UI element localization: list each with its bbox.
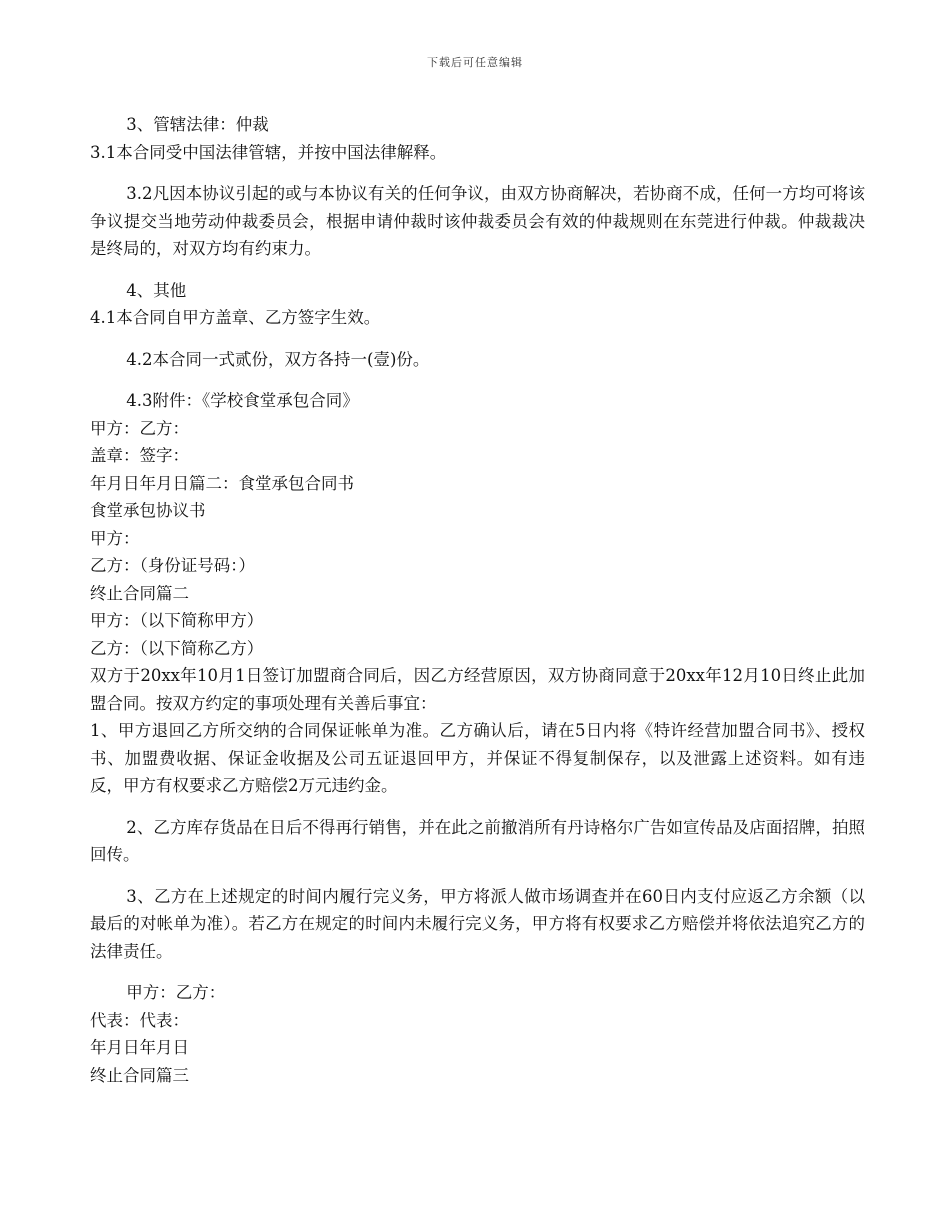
- termination-title-3: 终止合同篇三: [90, 1065, 189, 1085]
- party-line: 甲方：乙方：: [90, 418, 189, 438]
- termination-item-3: 3、乙方在上述规定的时间内履行完义务，甲方将派人做市场调查并在60日内支付应返乙方余额（以最后的对帐单为准）。若乙方在规定的时间内未履行完义务，甲方将有权要求乙方赔偿并将依法追究乙方的法律责任。: [90, 886, 865, 961]
- termination-intro: 双方于20xx年10月1日签订加盟商合同后，因乙方经营原因，双方协商同意于20xx年12月10日终止此加盟合同。按双方约定的事项处理有关善后事宜：: [90, 666, 865, 713]
- representative-line: 代表：代表：: [90, 1010, 189, 1030]
- party-b-short-line: 乙方：（以下简称乙方）: [90, 638, 264, 658]
- termination-title-2: 终止合同篇二: [90, 583, 189, 603]
- signature-party-line: 甲方：乙方：: [126, 983, 226, 1002]
- clause-4-3: 4.3附件：《学校食堂承包合同》: [126, 391, 359, 410]
- date-line-title: 年月日年月日篇二：食堂承包合同书: [90, 473, 354, 493]
- clause-4-1: 4.1本合同自甲方盖章、乙方签字生效。: [90, 308, 381, 327]
- section-heading-4: 4、其他: [126, 280, 187, 300]
- party-a-short-line: 甲方：（以下简称甲方）: [90, 611, 264, 630]
- party-b-id-line: 乙方：（身份证号码：）: [90, 556, 255, 575]
- section-heading-3: 3、管辖法律：仲裁: [126, 115, 269, 134]
- party-a-line: 甲方：: [90, 528, 140, 548]
- clause-4-2: 4.2本合同一式贰份，双方各持一(壹)份。: [126, 349, 430, 369]
- agreement-title: 食堂承包协议书: [90, 501, 206, 520]
- page-header: 下载后可任意编辑: [427, 56, 523, 69]
- signature-date-line: 年月日年月日: [90, 1038, 189, 1057]
- document-body: [90, 111, 865, 1089]
- clause-3-2: 3.2凡因本协议引起的或与本协议有关的任何争议，由双方协商解决，若协商不成，任何一方均可将该争议提交当地劳动仲裁委员会，根据申请仲裁时该仲裁委员会有效的仲裁规则在东莞进行仲裁。仲裁裁决是终局的，对双方均有约束力。: [90, 184, 865, 258]
- termination-item-2: 2、乙方库存货品在日后不得再行销售，并在此之前撤消所有丹诗格尔广告如宣传品及店面招牌，拍照回传。: [90, 817, 865, 864]
- seal-signature-line: 盖章：签字：: [90, 446, 189, 465]
- clause-3-1: 3.1本合同受中国法律管辖，并按中国法律解释。: [90, 142, 447, 162]
- termination-item-1: 1、甲方退回乙方所交纳的合同保证帐单为准。乙方确认后，请在5日内将《特许经营加盟合同书》、授权书、加盟费收据、保证金收据及公司五证退回甲方，并保证不得复制保存，以及泄露上述资料。如有违反，甲方有权要求乙方赔偿2万元违约金。: [90, 721, 865, 795]
